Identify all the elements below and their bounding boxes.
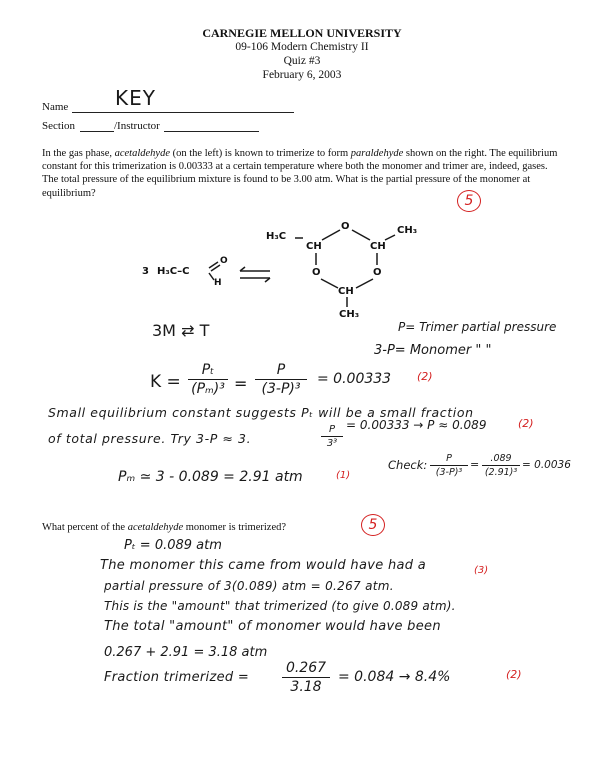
check-equals: = [470,458,480,471]
k-numerator-2: P [276,362,286,378]
equilibrium-equation: 3M ⇄ T [152,321,210,340]
ring-ch-bottom: CH [338,286,354,297]
k-equals: = [234,374,248,393]
solution-2-line-4: The total "amount" of monomer would have been [104,619,441,634]
ring-h3c-left: H₃C [266,231,287,242]
ring-bond-6 [356,279,373,288]
section-label: Section [42,120,75,132]
check-numerator-2: .089 [490,453,512,464]
ring-ch3-right: CH₃ [397,225,418,236]
k-value: = 0.00333 [317,371,392,387]
solution-2-line-2: partial pressure of 3(0.089) atm = 0.267 atm. [104,579,394,593]
monomer-oxygen: O [220,256,228,266]
check-numerator-1: P [446,453,452,464]
ring-ch3-bond [385,235,395,240]
check-result: = 0.0036 [522,459,571,471]
definition-monomer: 3-P= Monomer " " [374,343,492,358]
question-2-points: 5 [361,514,385,536]
university-title: CARNEGIE MELLON UNIVERSITY [202,26,402,40]
monomer-chain: H₃C–C [157,266,190,277]
trimer-pressure: Pₜ = 0.089 atm [124,538,222,553]
ring-oxygen-left: O [312,267,321,278]
fraction-result: = 0.084 → 8.4% [338,669,451,685]
name-value: KEY [115,86,156,110]
small-k-line-2: of total pressure. Try 3-P ≈ 3. [48,431,252,446]
fraction-numerator: 0.267 [285,660,327,676]
definition-p: P= Trimer partial pressure [398,320,557,334]
k-fraction-2 [255,362,307,397]
ring-oxygen-right: O [373,267,382,278]
ring-ch-right: CH [370,241,386,252]
fraction-denominator: 3.18 [290,679,322,695]
instructor-label: /Instructor [114,120,160,132]
check-denominator-1: (3-P)³ [435,467,463,478]
solution-2-line-5: 0.267 + 2.91 = 3.18 atm [104,645,268,660]
monomer-pressure-points: (1) [336,470,351,481]
quiz-number: Quiz #3 [283,55,321,67]
approx-points: (2) [518,417,534,430]
check-label: Check: [388,458,428,472]
approx-fraction [321,424,343,449]
monomer-coef: 3 [142,266,149,277]
solution-2-line-1: The monomer this came from would have had a [100,558,426,573]
k-fraction-1 [188,362,228,397]
check-fraction-1 [430,453,468,478]
quiz-date: February 6, 2003 [262,69,342,81]
k-denominator-1: (Pₘ)³ [191,381,225,397]
check-fraction-2 [482,453,520,478]
approx-result: = 0.00333 → P ≈ 0.089 [346,418,487,432]
name-label: Name [42,101,69,113]
k-denominator-2: (3-P)³ [261,381,301,397]
solution-2-line-3: This is the "amount" that trimerized (to give 0.089 atm). [104,599,456,613]
fraction-trimerized [282,660,330,695]
check-denominator-2: (2.91)³ [484,467,518,478]
k-label: K = [150,372,181,392]
k-points: (2) [417,370,433,383]
ring-oxygen-top: O [341,221,350,232]
ring-bond-2 [352,230,370,240]
approx-numerator: P [328,424,336,435]
monomer-hydrogen: H [214,278,222,288]
ring-ch-left: CH [306,241,322,252]
ring-ch3-bottom: CH₃ [339,309,360,320]
k-numerator-1: Pₜ [201,362,215,378]
fraction-label: Fraction trimerized = [104,670,250,685]
fraction-points: (2) [506,668,522,681]
solution-2-line-2-points: (3) [474,565,489,576]
question-1-text: In the gas phase, acetaldehyde (on the left) is known to trimerize to form paraldehyde shown on the right. The equilibrium constant for this trimerization is 0.00333 at a certain temperature where both the monomer and trimer are, indeed, gases. The total pressure of the equilibrium mixture is found to be 3.00 atm. What is the partial pressure of the monomer at equilibrium? [42,148,558,199]
question-1-points: 5 [457,190,481,212]
question-2-text: What percent of the acetaldehyde monomer is trimerized? [42,522,287,533]
ring-bond-5 [321,279,338,288]
monomer-pressure-answer: Pₘ ≃ 3 - 0.089 = 2.91 atm [118,469,303,485]
ring-bond-1 [322,230,340,240]
small-k-line-1: Small equilibrium constant suggests Pₜ will be a small fraction [48,405,474,420]
approx-denominator: 3³ [326,438,338,449]
course-title: 09-106 Modern Chemistry II [235,41,369,53]
